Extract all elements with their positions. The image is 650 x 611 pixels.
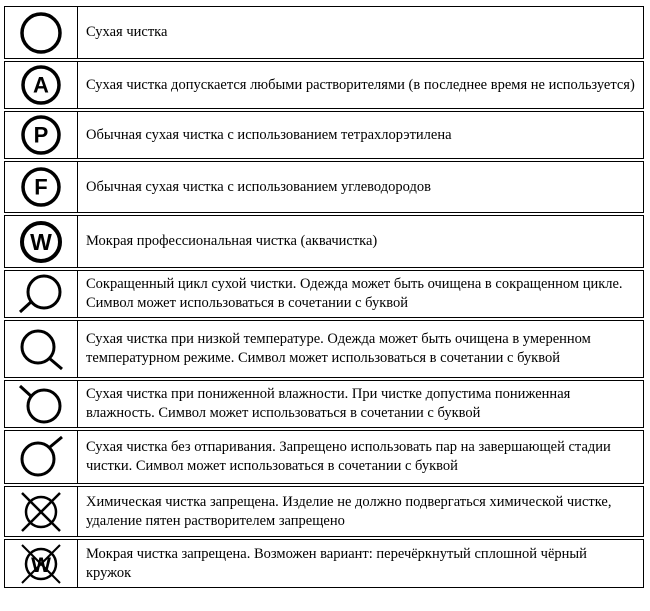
- circle-slash-top-right-icon: [13, 433, 69, 481]
- circle-icon: [13, 9, 69, 57]
- table-row: [4, 111, 644, 159]
- description: Сухая чистка при пониженной влажности. При чистке допустима пониженная влажность. Символ может использоваться в сочетании с буквой: [77, 380, 644, 428]
- description: Сухая чистка без отпаривания. Запрещено использовать пар на завершающей стадии чистки. Символ может использоваться в сочетании с буквой: [77, 430, 644, 484]
- symbol-cell: [4, 539, 77, 588]
- circle-a-icon: [13, 63, 69, 107]
- symbol-cell: [4, 61, 77, 109]
- table-row: [4, 380, 644, 428]
- table-row: [4, 61, 644, 109]
- table-row: [4, 161, 644, 213]
- description: Сокращенный цикл сухой чистки. Одежда может быть очищена в сокращенном цикле. Символ может использоваться в сочетании с буквой: [77, 270, 644, 318]
- symbol-letter: A: [33, 72, 49, 98]
- table-row: [4, 486, 644, 537]
- crossed-circle-icon: [13, 489, 69, 535]
- symbol-letter: W: [31, 553, 51, 577]
- description: Химическая чистка запрещена. Изделие не должно подвергаться химической чистке, удаление пятен растворителем запрещено: [77, 486, 644, 537]
- symbol-cell: [4, 320, 77, 378]
- table-row: [4, 270, 644, 318]
- circle-slash-top-left-icon: [13, 382, 69, 426]
- symbol-cell: [4, 270, 77, 318]
- table-row: [4, 430, 644, 484]
- symbol-cell: [4, 486, 77, 537]
- description: Сухая чистка допускается любыми растворителями (в последнее время не используется): [77, 61, 644, 109]
- description: Мокрая чистка запрещена. Возможен вариант: перечёркнутый сплошной чёрный кружок: [77, 539, 644, 588]
- crossed-circle-w-icon: [13, 541, 69, 587]
- table-row: [4, 320, 644, 378]
- description: Обычная сухая чистка с использованием углеводородов: [77, 161, 644, 213]
- symbol-letter: P: [33, 122, 49, 148]
- symbol-letter: W: [30, 228, 52, 255]
- symbol-cell: [4, 215, 77, 268]
- description: Обычная сухая чистка с использованием тетрахлорэтилена: [77, 111, 644, 159]
- description: Сухая чистка: [77, 6, 644, 59]
- symbol-cell: [4, 6, 77, 59]
- circle-w-icon: [13, 219, 69, 265]
- care-symbols-table: [4, 4, 644, 590]
- description: Сухая чистка при низкой температуре. Одежда может быть очищена в умеренном температурном режиме. Символ может использоваться в сочетании с буквой: [77, 320, 644, 378]
- circle-f-icon: [13, 165, 69, 209]
- symbol-cell: [4, 161, 77, 213]
- symbol-cell: [4, 380, 77, 428]
- table-row: [4, 6, 644, 59]
- symbol-cell: [4, 430, 77, 484]
- table-row: [4, 539, 644, 588]
- table-row: [4, 215, 644, 268]
- circle-slash-bottom-left-icon: [13, 272, 69, 316]
- circle-p-icon: [13, 113, 69, 157]
- circle-slash-bottom-right-icon: [13, 324, 69, 374]
- description: Мокрая профессиональная чистка (аквачистка): [77, 215, 644, 268]
- symbol-cell: [4, 111, 77, 159]
- symbol-letter: F: [34, 174, 48, 200]
